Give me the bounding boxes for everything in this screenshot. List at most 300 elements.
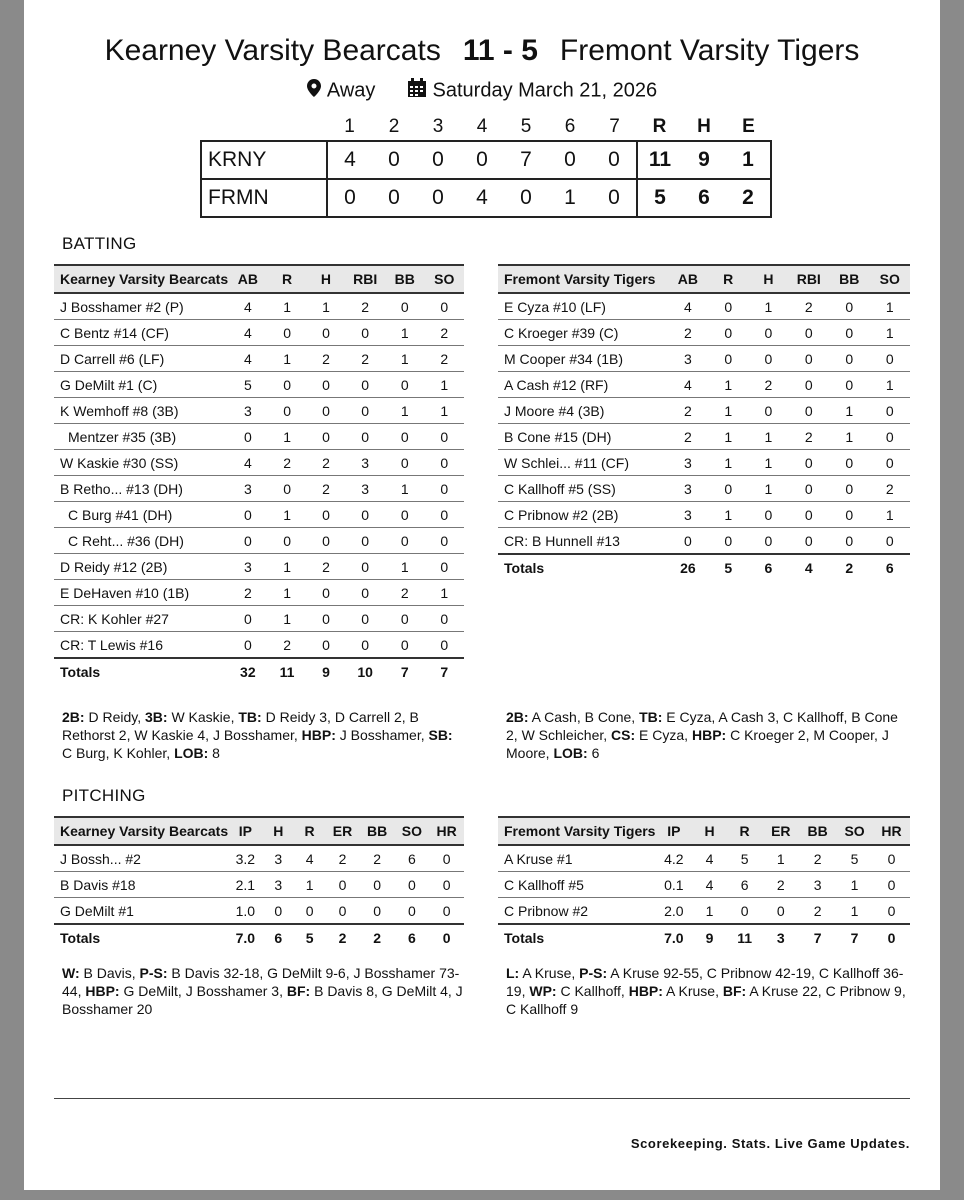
linescore-hits: 6 [682, 179, 726, 217]
stat-ab: 4 [228, 450, 267, 476]
note-key: BF: [722, 983, 747, 999]
linescore-inning-7: 0 [592, 179, 637, 217]
note-value: J Bosshamer, [335, 727, 429, 743]
batter-row [498, 502, 910, 528]
batter-row [54, 346, 464, 372]
totals-label: Totals [54, 924, 228, 951]
note-key: SB: [428, 727, 453, 743]
stat-h: 0 [307, 398, 346, 424]
stat-bb: 1 [385, 320, 424, 346]
stat-ab: 3 [228, 476, 267, 502]
totals-label: Totals [498, 924, 655, 951]
stat-h: 0 [748, 398, 788, 424]
total-r: 5 [294, 924, 325, 951]
batter-row [54, 450, 464, 476]
player-name: CR: B Hunnell #13 [498, 528, 668, 555]
total-hr: 0 [873, 924, 910, 951]
stat-er: 2 [325, 845, 359, 872]
stat-h: 2 [748, 372, 788, 398]
stat-h: 0 [748, 346, 788, 372]
col-header-r: R [268, 265, 307, 293]
total-rbi: 10 [345, 658, 385, 685]
stat-so: 1 [425, 580, 465, 606]
linescore-inning-6: 1 [548, 179, 592, 217]
stat-rbi: 0 [345, 554, 385, 580]
stat-bb: 0 [385, 606, 424, 632]
stat-h: 0 [307, 502, 346, 528]
stat-so: 0 [870, 424, 911, 450]
stat-r: 0 [294, 898, 325, 925]
stat-r: 1 [268, 580, 307, 606]
stat-so: 1 [870, 372, 911, 398]
calendar-icon [407, 78, 427, 104]
note-key: CS: [611, 727, 636, 743]
kearney-batting-notes [62, 708, 466, 762]
stat-ip: 2.1 [228, 872, 262, 898]
stat-h: 1 [692, 898, 727, 925]
note-key: 2B: [62, 709, 85, 725]
stat-bb: 0 [385, 502, 424, 528]
stat-h: 1 [748, 450, 788, 476]
pitcher-row [54, 872, 464, 898]
stat-h: 3 [263, 845, 294, 872]
note-value: A Kruse 22, C Pribnow 9, C Kallhoff 9 [506, 983, 906, 1017]
location-text: Away [326, 79, 376, 102]
linescore-inning-1: 0 [327, 179, 372, 217]
linescore-inning-4: 0 [460, 141, 504, 179]
player-name: E Cyza #10 (LF) [498, 293, 668, 320]
col-header-r: R [708, 265, 748, 293]
fremont-pitching-table [498, 816, 910, 951]
stat-rbi: 0 [345, 502, 385, 528]
player-name: W Kaskie #30 (SS) [54, 450, 228, 476]
col-header-so: SO [836, 817, 873, 845]
note-value: A Kruse, [519, 965, 580, 981]
stat-ab: 5 [228, 372, 267, 398]
stat-ip: 2.0 [655, 898, 692, 925]
linescore-col-r: R [652, 116, 667, 137]
note-value: D Reidy 3, D Carrell 2, B Rethorst 2, W Kaskie 4, J Bosshamer, [62, 709, 419, 743]
stat-ab: 4 [228, 320, 267, 346]
stat-ab: 0 [228, 502, 267, 528]
col-header-bb: BB [829, 265, 869, 293]
pitcher-row [54, 898, 464, 925]
stat-so: 2 [425, 320, 465, 346]
stat-so: 0 [425, 554, 465, 580]
stat-h: 1 [307, 293, 346, 320]
stat-so: 0 [870, 346, 911, 372]
stat-ab: 4 [228, 293, 267, 320]
stat-r: 0 [708, 528, 748, 555]
fremont-batting-notes [506, 708, 910, 762]
team-header: Kearney Varsity Bearcats [54, 265, 228, 293]
player-name: J Moore #4 (3B) [498, 398, 668, 424]
total-h: 6 [263, 924, 294, 951]
stat-ab: 0 [228, 606, 267, 632]
player-name: B Retho... #13 (DH) [54, 476, 228, 502]
stat-bb: 0 [829, 450, 869, 476]
stat-so: 0 [870, 450, 911, 476]
total-bb: 2 [360, 924, 395, 951]
linescore-inning-5: 7 [504, 141, 548, 179]
stat-ab: 4 [668, 293, 708, 320]
stat-r: 1 [268, 554, 307, 580]
stat-so: 1 [425, 398, 465, 424]
player-name: C Reht... #36 (DH) [54, 528, 228, 554]
stat-so: 6 [395, 845, 430, 872]
linescore-hits: 9 [682, 141, 726, 179]
total-r: 5 [708, 554, 748, 581]
away-team-name: Fremont Varsity Tigers [559, 34, 860, 67]
location-pin-icon [307, 79, 321, 103]
stat-bb: 1 [385, 346, 424, 372]
linescore-inning-2: 0 [372, 179, 416, 217]
stat-rbi: 0 [789, 320, 830, 346]
stat-hr: 0 [873, 845, 910, 872]
stat-ab: 4 [668, 372, 708, 398]
stat-h: 0 [307, 580, 346, 606]
stat-ab: 3 [668, 476, 708, 502]
stat-h: 0 [307, 632, 346, 659]
note-key: LOB: [174, 745, 209, 761]
stat-rbi: 0 [345, 398, 385, 424]
stat-ab: 3 [228, 554, 267, 580]
totals-label: Totals [54, 658, 228, 685]
col-header-er: ER [325, 817, 359, 845]
total-ip: 7.0 [228, 924, 262, 951]
batter-row [498, 424, 910, 450]
stat-rbi: 0 [345, 606, 385, 632]
batter-row [498, 320, 910, 346]
stat-bb: 1 [385, 398, 424, 424]
totals-label: Totals [498, 554, 668, 581]
linescore-col-h: H [697, 116, 711, 137]
stat-h: 4 [692, 872, 727, 898]
stat-h: 0 [748, 502, 788, 528]
player-name: D Reidy #12 (2B) [54, 554, 228, 580]
stat-h: 2 [307, 450, 346, 476]
note-value: B Davis 8, G DeMilt 4, J Bosshamer 20 [62, 983, 463, 1017]
table-head [54, 817, 464, 845]
batter-row [498, 450, 910, 476]
stat-rbi: 0 [345, 632, 385, 659]
linescore-inning-2: 0 [372, 141, 416, 179]
note-key: L: [506, 965, 520, 981]
stat-bb: 0 [385, 528, 424, 554]
linescore-corner [201, 114, 327, 141]
linescore-runs: 11 [637, 141, 682, 179]
player-name: C Kallhoff #5 [498, 872, 655, 898]
stat-h: 3 [263, 872, 294, 898]
linescore-runs: 5 [637, 179, 682, 217]
note-value: C Kroeger 2, M Cooper, J Moore, [506, 727, 889, 761]
footer-divider [54, 1098, 910, 1099]
stat-rbi: 0 [789, 346, 830, 372]
col-header-bb: BB [385, 265, 424, 293]
linescore-col-e: E [742, 116, 755, 137]
stat-rbi: 2 [789, 424, 830, 450]
col-header-hr: HR [429, 817, 464, 845]
table-body [498, 293, 910, 581]
stat-r: 1 [268, 293, 307, 320]
note-key: TB: [238, 709, 262, 725]
stat-so: 0 [425, 528, 465, 554]
stat-hr: 0 [429, 845, 464, 872]
totals-row [54, 658, 464, 685]
final-score: 11 - 5 [462, 34, 538, 67]
stat-so: 1 [836, 898, 873, 925]
stat-r: 1 [268, 606, 307, 632]
stat-h: 2 [307, 476, 346, 502]
table-head [54, 265, 464, 293]
linescore-inning-7: 0 [592, 141, 637, 179]
linescore-inning-3: 0 [416, 141, 460, 179]
stat-rbi: 0 [345, 528, 385, 554]
stat-bb: 0 [385, 372, 424, 398]
col-header-rbi: RBI [789, 265, 830, 293]
stat-r: 0 [708, 346, 748, 372]
stat-so: 0 [425, 632, 465, 659]
stat-er: 1 [762, 845, 799, 872]
note-value: B Davis, [79, 965, 140, 981]
stat-so: 0 [425, 424, 465, 450]
note-value: E Cyza, A Cash 3, C Kallhoff, B Cone 2, W Schleicher, [506, 709, 898, 743]
stat-so: 1 [425, 372, 465, 398]
total-so: 6 [395, 924, 430, 951]
col-header-so: SO [870, 265, 911, 293]
stat-ab: 2 [668, 398, 708, 424]
stat-h: 1 [748, 424, 788, 450]
batter-row [498, 398, 910, 424]
player-name: CR: K Kohler #27 [54, 606, 228, 632]
stat-h: 0 [307, 606, 346, 632]
totals-row [54, 924, 464, 951]
stat-bb: 0 [829, 502, 869, 528]
total-ab: 26 [668, 554, 708, 581]
linescore-row-krny [201, 141, 771, 179]
stat-ab: 3 [228, 398, 267, 424]
game-title [24, 34, 940, 68]
note-key: BF: [286, 983, 311, 999]
stat-so: 1 [836, 872, 873, 898]
player-name: C Burg #41 (DH) [54, 502, 228, 528]
team-header: Fremont Varsity Tigers [498, 265, 668, 293]
stat-bb: 2 [799, 898, 836, 925]
total-er: 3 [762, 924, 799, 951]
stat-ab: 0 [668, 528, 708, 555]
col-header-h: H [692, 817, 727, 845]
batter-row [498, 372, 910, 398]
stat-so: 0 [425, 502, 465, 528]
total-bb: 7 [799, 924, 836, 951]
stat-so: 1 [870, 293, 911, 320]
stat-r: 1 [708, 502, 748, 528]
batter-row [54, 632, 464, 659]
total-r: 11 [727, 924, 763, 951]
stat-r: 6 [727, 872, 763, 898]
total-bb: 2 [829, 554, 869, 581]
note-value: E Cyza, [635, 727, 692, 743]
player-name: Mentzer #35 (3B) [54, 424, 228, 450]
player-name: G DeMilt #1 (C) [54, 372, 228, 398]
kearney-batting-table [54, 264, 464, 685]
stat-hr: 0 [873, 872, 910, 898]
stat-bb: 0 [360, 898, 395, 925]
linescore-inning-1: 4 [327, 141, 372, 179]
stat-rbi: 0 [789, 528, 830, 555]
batter-row [498, 293, 910, 320]
player-name: A Cash #12 (RF) [498, 372, 668, 398]
col-header-ab: AB [228, 265, 267, 293]
stat-r: 1 [294, 872, 325, 898]
stat-ab: 3 [668, 450, 708, 476]
linescore-inning-3: 0 [416, 179, 460, 217]
stat-rbi: 3 [345, 450, 385, 476]
batter-row [54, 476, 464, 502]
total-h: 9 [307, 658, 346, 685]
stat-rbi: 0 [789, 450, 830, 476]
stat-ab: 0 [228, 424, 267, 450]
linescore-errors: 2 [726, 179, 771, 217]
stat-ab: 4 [228, 346, 267, 372]
stat-r: 0 [268, 398, 307, 424]
player-name: J Bossh... #2 [54, 845, 228, 872]
header-row [498, 817, 910, 845]
stat-ab: 3 [668, 502, 708, 528]
player-name: B Davis #18 [54, 872, 228, 898]
note-key: HBP: [301, 727, 336, 743]
linescore-col-6: 6 [564, 116, 576, 137]
home-team-name: Kearney Varsity Bearcats [104, 34, 441, 67]
total-h: 9 [692, 924, 727, 951]
linescore-col-3: 3 [432, 116, 444, 137]
col-header-bb: BB [799, 817, 836, 845]
linescore-col-1: 1 [344, 116, 355, 137]
col-header-r: R [727, 817, 763, 845]
header-row [54, 817, 464, 845]
batter-row [54, 372, 464, 398]
linescore-team: KRNY [201, 141, 327, 179]
stat-bb: 1 [829, 398, 869, 424]
note-key: TB: [639, 709, 663, 725]
stat-r: 1 [268, 424, 307, 450]
boxscore-page [24, 0, 940, 1190]
pitcher-row [54, 845, 464, 872]
footer-tagline: Scorekeeping. Stats. Live Game Updates. [630, 1136, 910, 1151]
note-key: P-S: [139, 965, 168, 981]
batter-row [54, 424, 464, 450]
fremont-pitching-notes [506, 964, 910, 1018]
batter-row [498, 346, 910, 372]
stat-ab: 0 [228, 632, 267, 659]
stat-bb: 0 [385, 293, 424, 320]
header-row [54, 265, 464, 293]
stat-bb: 0 [829, 293, 869, 320]
stat-r: 0 [268, 528, 307, 554]
kearney-pitching-notes [62, 964, 466, 1018]
table-head [498, 265, 910, 293]
team-header: Fremont Varsity Tigers [498, 817, 655, 845]
note-key: 2B: [506, 709, 529, 725]
stat-ip: 1.0 [228, 898, 262, 925]
stat-bb: 0 [829, 320, 869, 346]
stat-h: 2 [307, 346, 346, 372]
note-value: 6 [587, 745, 600, 761]
stat-bb: 0 [385, 632, 424, 659]
batter-row [498, 476, 910, 502]
line-score [200, 114, 772, 218]
stat-rbi: 2 [345, 293, 385, 320]
stat-ab: 2 [668, 424, 708, 450]
batter-row [54, 554, 464, 580]
header-row [498, 265, 910, 293]
fremont-batting-table [498, 264, 910, 581]
linescore-col-5: 5 [520, 116, 532, 137]
note-value: 8 [208, 745, 220, 761]
stat-hr: 0 [873, 898, 910, 925]
linescore-errors: 1 [726, 141, 771, 179]
stat-h: 4 [692, 845, 727, 872]
linescore-inning-4: 4 [460, 179, 504, 217]
stat-h: 0 [307, 372, 346, 398]
player-name: CR: T Lewis #16 [54, 632, 228, 659]
stat-bb: 0 [385, 424, 424, 450]
batter-row [54, 320, 464, 346]
stat-so: 1 [870, 502, 911, 528]
stat-er: 0 [325, 872, 359, 898]
pitcher-row [498, 845, 910, 872]
total-ab: 32 [228, 658, 267, 685]
stat-h: 0 [263, 898, 294, 925]
stat-rbi: 3 [345, 476, 385, 502]
total-so: 7 [836, 924, 873, 951]
note-key: P-S: [579, 965, 608, 981]
pitcher-row [498, 898, 910, 925]
stat-rbi: 0 [345, 580, 385, 606]
totals-row [498, 924, 910, 951]
stat-rbi: 2 [345, 346, 385, 372]
stat-rbi: 0 [789, 372, 830, 398]
total-so: 7 [425, 658, 465, 685]
note-value: G DeMilt, J Bosshamer 3, [119, 983, 287, 999]
pitcher-row [498, 872, 910, 898]
note-value: D Reidy, [84, 709, 145, 725]
note-key: HBP: [628, 983, 663, 999]
stat-r: 0 [708, 320, 748, 346]
linescore-inning-5: 0 [504, 179, 548, 217]
stat-r: 0 [268, 372, 307, 398]
note-value: C Burg, K Kohler, [62, 745, 175, 761]
stat-r: 2 [268, 450, 307, 476]
stat-so: 0 [425, 606, 465, 632]
stat-so: 0 [425, 293, 465, 320]
note-value: W Kaskie, [167, 709, 239, 725]
stat-r: 0 [708, 293, 748, 320]
player-name: D Carrell #6 (LF) [54, 346, 228, 372]
stat-bb: 1 [829, 424, 869, 450]
linescore-col-2: 2 [388, 116, 400, 137]
linescore-inning-6: 0 [548, 141, 592, 179]
stat-r: 1 [708, 424, 748, 450]
stat-r: 0 [268, 320, 307, 346]
stat-bb: 1 [385, 554, 424, 580]
stat-er: 0 [325, 898, 359, 925]
col-header-r: R [294, 817, 325, 845]
col-header-rbi: RBI [345, 265, 385, 293]
total-so: 6 [870, 554, 911, 581]
stat-rbi: 0 [789, 476, 830, 502]
stat-bb: 1 [385, 476, 424, 502]
